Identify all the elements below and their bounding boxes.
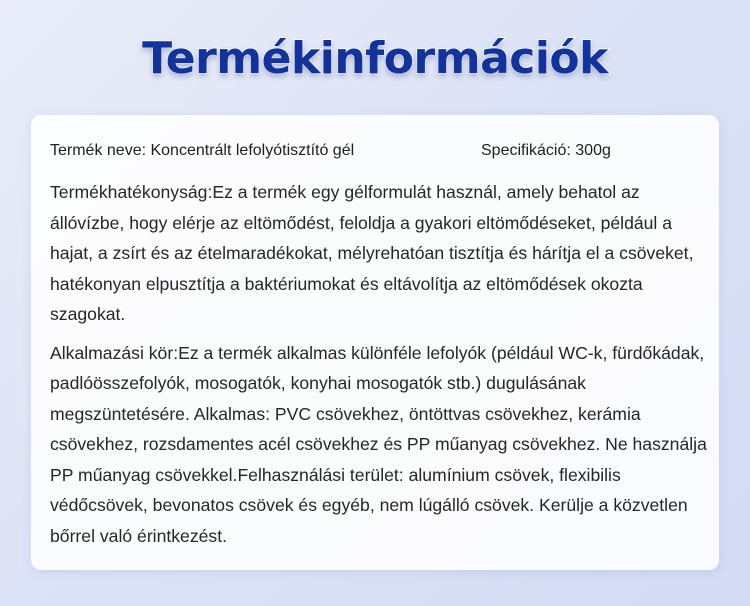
effectiveness-paragraph: Termékhatékonyság:Ez a termék egy gélformulát használ, amely behatol az állóvízbe, hogy elérje az eltömődést, feloldja a gyakori eltömődéseket, például a hajat, a zsírt és az ételmaradékokat, mélyrehatóan tisztítja és hárítja el a csöveket, hatékonyan elpusztítja a baktériumokat és eltávolítja az eltömődések okozta szagokat. <box>50 182 694 324</box>
product-info-card <box>31 115 719 570</box>
product-name-label: Termék neve: <box>50 142 151 159</box>
product-specification <box>481 139 611 163</box>
specification-value: 300g <box>575 142 611 159</box>
product-info-row <box>50 139 709 163</box>
product-name-value: Koncentrált lefolyótisztító gél <box>150 142 355 159</box>
specification-label: Specifikáció: <box>481 142 576 159</box>
page-title: Termékinformációk <box>142 33 608 84</box>
product-name <box>50 139 481 163</box>
application-paragraph: Alkalmazási kör:Ez a termék alkalmas különféle lefolyók (például WC-k, fürdőkádak, padlóösszefolyók, mosogatók, konyhai mosogatók stb.) dugulásának megszüntetésére. Alkalmas: PVC csövekhez, öntöttvas csövekhez, kerámia csövekhez, rozsdamentes acél csövekhez és PP műanyag csövekhez. Ne használja PP műanyag csövekkel.Felhasználási terület: alumínium csövek, flexibilis védőcsövek, bevonatos csövek és egyéb, nem lúgálló csövek. Kerülje a közvetlen bőrrel való érintkezést. <box>50 342 707 546</box>
